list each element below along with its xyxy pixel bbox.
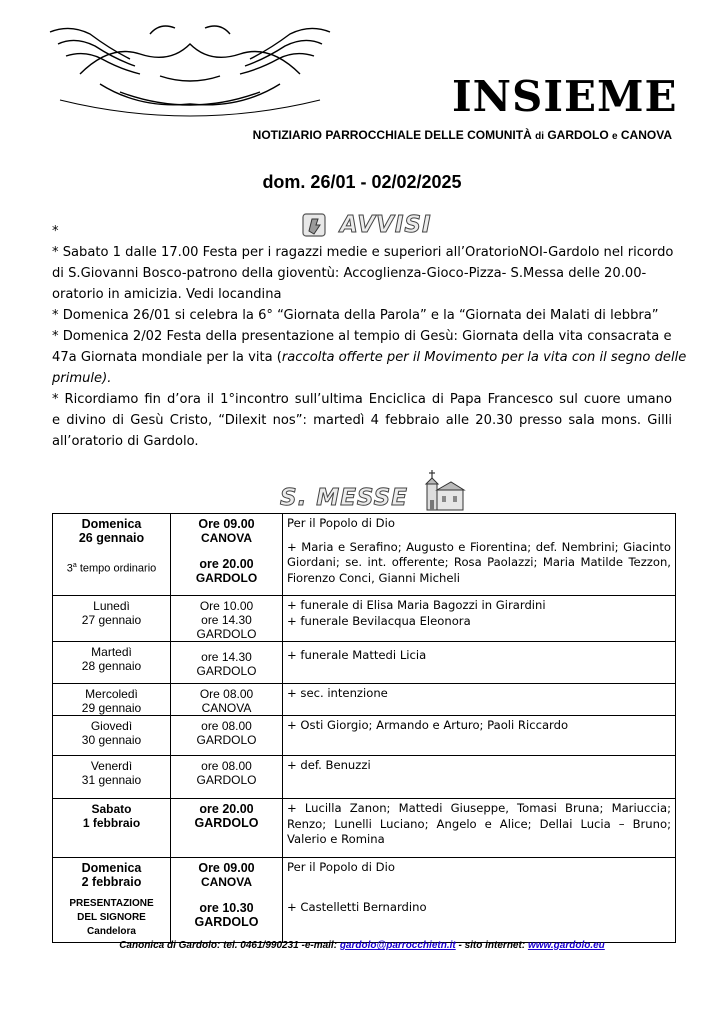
- intention-cell: Per il Popolo di Dio + Castelletti Bernardino: [283, 858, 676, 943]
- avvisi-text: [52, 221, 687, 452]
- time-cell: ore 20.00 GARDOLO: [171, 799, 283, 858]
- table-row: [53, 799, 676, 858]
- time-cell: Ore 08.00 CANOVA: [171, 684, 283, 716]
- time-cell: ore 14.30 GARDOLO: [171, 642, 283, 684]
- avvisi-line: all’oratorio di Gardolo.: [52, 434, 199, 449]
- messe-heading: S. MESSE: [280, 482, 466, 514]
- issue-date: dom. 26/01 - 02/02/2025: [262, 172, 462, 192]
- newsletter-subtitle: NOTIZIARIO PARROCCHIALE DELLE COMUNITÀ di GARDOLO e CANOVA: [252, 128, 672, 142]
- avvisi-line: primule).: [52, 371, 112, 386]
- intention-cell: + sec. intenzione: [283, 684, 676, 716]
- table-row: [53, 716, 676, 756]
- table-row: [53, 514, 676, 596]
- avvisi-line: 47a Giornata mondiale per la vita (raccolta offerte per il Movimento per la vita con il segno delle: [52, 350, 687, 365]
- church-icon: [418, 470, 466, 512]
- table-row: [53, 684, 676, 716]
- messe-table: [52, 513, 676, 943]
- day-cell: Mercoledì 29 gennaio: [53, 684, 171, 716]
- time-cell: ore 08.00 GARDOLO: [171, 716, 283, 756]
- time-cell: Ore 10.00 ore 14.30 GARDOLO: [171, 596, 283, 642]
- avvisi-line: * Domenica 2/02 Festa della presentazione al tempio di Gesù: Giornata della vita consacrata e: [52, 329, 672, 344]
- day-cell: Lunedì 27 gennaio: [53, 596, 171, 642]
- time-cell: ore 08.00 GARDOLO: [171, 756, 283, 799]
- avvisi-line: * Domenica 26/01 si celebra la 6° “Giornata della Parola” e la “Giornata dei Malati di lebbra”: [52, 308, 659, 323]
- day-cell: Giovedì 30 gennaio: [53, 716, 171, 756]
- day-cell: Domenica 2 febbraio PRESENTAZIONE DEL SIGNORE Candelora: [53, 858, 171, 943]
- intention-cell: + Lucilla Zanon; Mattedi Giuseppe, Tomasi Bruna; Mariuccia; Renzo; Lunelli Luciano; Angelo e Alice; Dellai Lucia – Bruno; Valerio e Romina: [283, 799, 676, 858]
- day-cell: Domenica 26 gennaio 3$^a$ tempo ordinario: [53, 514, 171, 596]
- avvisi-line: * Sabato 1 dalle 17.00 Festa per i ragazzi medie e superiori all’OratorioNOI-Gardolo nel ricordo: [52, 245, 674, 260]
- intention-cell: + def. Benuzzi: [283, 756, 676, 799]
- intention-cell: Per il Popolo di Dio + Maria e Serafino; Augusto e Fiorentina; def. Nembrini; Giacinto Giordani; se. int. offerente; Rosa Paolazzi; Maria Matilde Tezzon, Fiorenzo Conci, Gianni Micheli: [283, 514, 676, 596]
- website-link[interactable]: www.gardolo.eu: [527, 940, 605, 951]
- intention-cell: + funerale di Elisa Maria Bagozzi in Girardini + funerale Bevilacqua Eleonora: [283, 596, 676, 642]
- day-cell: Venerdì 31 gennaio: [53, 756, 171, 799]
- avvisi-line: oratorio in amicizia. Vedi locandina: [52, 287, 282, 302]
- day-cell: Sabato 1 febbraio: [53, 799, 171, 858]
- newsletter-title: INSIEME: [452, 72, 678, 121]
- liturgical-note: 3$^a$ tempo ordinario: [66, 562, 157, 575]
- time-cell: Ore 09.00 CANOVA ore 10.30 GARDOLO: [171, 858, 283, 943]
- avvisi-line: di S.Giovanni Bosco-patrono della gioventù: Accoglienza-Gioco-Pizza- S.Messa delle 20.00-: [52, 266, 647, 281]
- avvisi-line: *: [52, 224, 59, 239]
- table-row: [53, 756, 676, 799]
- intention-cell: + Osti Giorgio; Armando e Arturo; Paoli Riccardo: [283, 716, 676, 756]
- email-link[interactable]: gardolo@parrocchietn.it: [339, 940, 456, 951]
- table-row: [53, 596, 676, 642]
- table-row: [53, 642, 676, 684]
- table-row: [53, 858, 676, 943]
- avvisi-heading: AVVISI: [300, 210, 432, 240]
- avvisi-line: e divino di Gesù Cristo, “Dilexit nos”: martedì 4 febbraio alle 20.30 presso sala mons. Gilli: [52, 413, 672, 428]
- time-cell: Ore 09.00 CANOVA ore 20.00 GARDOLO: [171, 514, 283, 596]
- intention-cell: + funerale Mattedi Licia: [283, 642, 676, 684]
- footer-contacts: Canonica di Gardolo: tel. 0461/990231 -e-mail: gardolo@parrocchietn.it - sito internet: www.gardolo.eu: [119, 940, 605, 951]
- hands-illustration: [40, 14, 340, 122]
- avvisi-line: * Ricordiamo fin d’ora il 1°incontro sull’ultima Enciclica di Papa Francesco sul cuore umano: [52, 392, 672, 407]
- day-cell: Martedì 28 gennaio: [53, 642, 171, 684]
